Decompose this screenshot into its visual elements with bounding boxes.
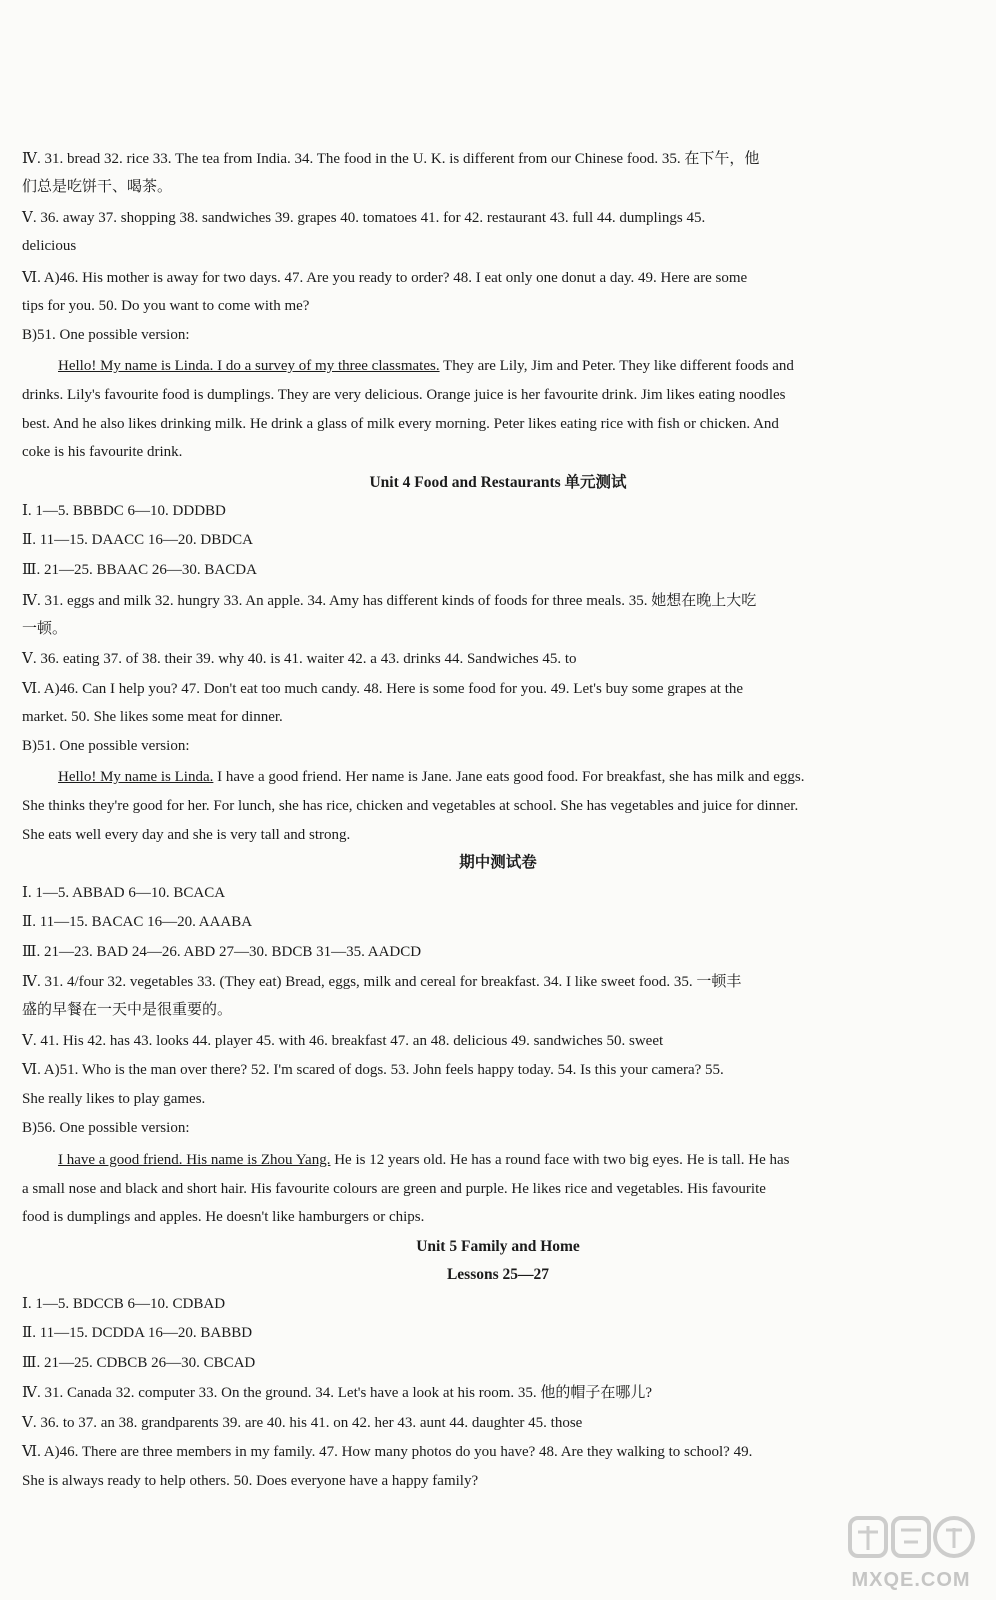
essay-line bbox=[58, 1149, 966, 1171]
answer-line-i: Ⅰ. 1—5. BDCCB 6—10. CDBAD bbox=[22, 1296, 226, 1312]
essay-underlined-opening: Hello! My name is Linda. I do a survey of my three classmates. bbox=[58, 358, 440, 374]
answer-line-ii: Ⅱ. 11—15. DCDDA 16—20. BABBD bbox=[22, 1325, 253, 1341]
answer-line-i: Ⅰ. 1—5. BBBDC 6—10. DDDBD bbox=[22, 503, 226, 519]
answer-line-vi-a-cont: tips for you. 50. Do you want to come with me? bbox=[22, 298, 310, 314]
essay-text: I have a good friend. Her name is Jane. Jane eats good food. For breakfast, she has milk and eggs. bbox=[213, 769, 805, 785]
answer-line-ii: Ⅱ. 11—15. BACAC 16—20. AAABA bbox=[22, 914, 253, 930]
answer-line-iv: Ⅳ. 31. 4/four 32. vegetables 33. (They eat) Bread, eggs, milk and cereal for breakfast. 34. I like sweet food. 35. 一顿丰 bbox=[22, 974, 742, 990]
answer-line-iii: Ⅲ. 21—25. BBAAC 26—30. BACDA bbox=[22, 562, 257, 578]
section-heading: 期中测试卷 bbox=[459, 854, 537, 871]
answer-line-iii: Ⅲ. 21—25. CDBCB 26—30. CBCAD bbox=[22, 1355, 256, 1371]
answer-line-iv: Ⅳ. 31. bread 32. rice 33. The tea from India. 34. The food in the U. K. is different from our Chinese food. 35. 在下午，他 bbox=[22, 151, 760, 167]
answer-line-v-cont: delicious bbox=[22, 238, 77, 254]
essay-line: She thinks they're good for her. For lunch, she has rice, chicken and vegetables at school. She has vegetables and juice for dinner. bbox=[22, 798, 799, 814]
essay-line: She eats well every day and she is very tall and strong. bbox=[22, 827, 351, 843]
section-subheading: Lessons 25—27 bbox=[446, 1266, 550, 1283]
essay-line: drinks. Lily's favourite food is dumplings. They are very delicious. Orange juice is her favourite drink. Jim likes eating noodles bbox=[22, 387, 786, 403]
watermark bbox=[836, 1514, 986, 1592]
watermark-logo-icon bbox=[846, 1514, 976, 1560]
essay-text: They are Lily, Jim and Peter. They like different foods and bbox=[439, 358, 794, 374]
essay-line bbox=[58, 355, 966, 377]
essay-line: food is dumplings and apples. He doesn't like hamburgers or chips. bbox=[22, 1209, 425, 1225]
answer-line-iv-cont: 们总是吃饼干、喝茶。 bbox=[22, 179, 173, 195]
answer-line-vi-b: B)51. One possible version: bbox=[22, 738, 190, 754]
watermark-text: MXQE.COM bbox=[851, 1569, 971, 1591]
essay-text: He is 12 years old. He has a round face with two big eyes. He is tall. He has bbox=[330, 1152, 790, 1168]
answer-line-vi-a-cont: She is always ready to help others. 50. Does everyone have a happy family? bbox=[22, 1473, 479, 1489]
answer-line-iv-cont: 一顿。 bbox=[22, 621, 68, 637]
answer-line-vi-b: B)51. One possible version: bbox=[22, 327, 190, 343]
answer-line-vi-a: Ⅵ. A)46. Can I help you? 47. Don't eat too much candy. 48. Here is some food for you. 49. Let's buy some grapes at the bbox=[22, 681, 744, 697]
answer-line-vi-a-cont: market. 50. She likes some meat for dinner. bbox=[22, 709, 283, 725]
answer-line-vi-a: Ⅵ. A)46. There are three members in my family. 47. How many photos do you have? 48. Are they walking to school? 49. bbox=[22, 1444, 753, 1460]
answer-line-iii: Ⅲ. 21—23. BAD 24—26. ABD 27—30. BDCB 31—35. AADCD bbox=[22, 944, 422, 960]
answer-line-vi-b: B)56. One possible version: bbox=[22, 1120, 190, 1136]
answer-line-v: Ⅴ. 41. His 42. has 43. looks 44. player 45. with 46. breakfast 47. an 48. delicious 49. sandwiches 50. sweet bbox=[22, 1033, 664, 1049]
essay-underlined-opening: Hello! My name is Linda. bbox=[58, 769, 214, 785]
answer-line-v: Ⅴ. 36. away 37. shopping 38. sandwiches 39. grapes 40. tomatoes 41. for 42. restaurant 43. full 44. dumplings 45. bbox=[22, 210, 706, 226]
answer-line-v: Ⅴ. 36. to 37. an 38. grandparents 39. are 40. his 41. on 42. her 43. aunt 44. daughter 45. those bbox=[22, 1415, 583, 1431]
answer-line-i: Ⅰ. 1—5. ABBAD 6—10. BCACA bbox=[22, 885, 226, 901]
answer-line-vi-a-cont: She really likes to play games. bbox=[22, 1091, 206, 1107]
section-heading: Unit 4 Food and Restaurants 单元测试 bbox=[369, 474, 627, 491]
essay-line: best. And he also likes drinking milk. He drink a glass of milk every morning. Peter likes eating rice with fish or chicken. And bbox=[22, 416, 779, 432]
essay-line bbox=[58, 766, 966, 788]
answer-line-ii: Ⅱ. 11—15. DAACC 16—20. DBDCA bbox=[22, 532, 253, 548]
essay-underlined-opening: I have a good friend. His name is Zhou Yang. bbox=[58, 1152, 331, 1168]
answer-line-iv: Ⅳ. 31. Canada 32. computer 33. On the ground. 34. Let's have a look at his room. 35. 他的帽子在哪儿? bbox=[22, 1385, 653, 1401]
section-heading: Unit 5 Family and Home bbox=[416, 1238, 580, 1255]
answer-line-v: Ⅴ. 36. eating 37. of 38. their 39. why 40. is 41. waiter 42. a 43. drinks 44. Sandwiches 45. to bbox=[22, 651, 577, 667]
answer-line-vi-a: Ⅵ. A)46. His mother is away for two days. 47. Are you ready to order? 48. I eat only one donut a day. 49. Here are some bbox=[22, 270, 748, 286]
essay-line: a small nose and black and short hair. His favourite colours are green and purple. He likes rice and vegetables. His favourite bbox=[22, 1181, 766, 1197]
answer-line-vi-a: Ⅵ. A)51. Who is the man over there? 52. I'm scared of dogs. 53. John feels happy today. 54. Is this your camera? 55. bbox=[22, 1062, 724, 1078]
answer-line-iv: Ⅳ. 31. eggs and milk 32. hungry 33. An apple. 34. Amy has different kinds of foods for three meals. 35. 她想在晚上大吃 bbox=[22, 593, 757, 609]
answer-line-iv-cont: 盛的早餐在一天中是很重要的。 bbox=[22, 1002, 233, 1018]
essay-line: coke is his favourite drink. bbox=[22, 444, 183, 460]
